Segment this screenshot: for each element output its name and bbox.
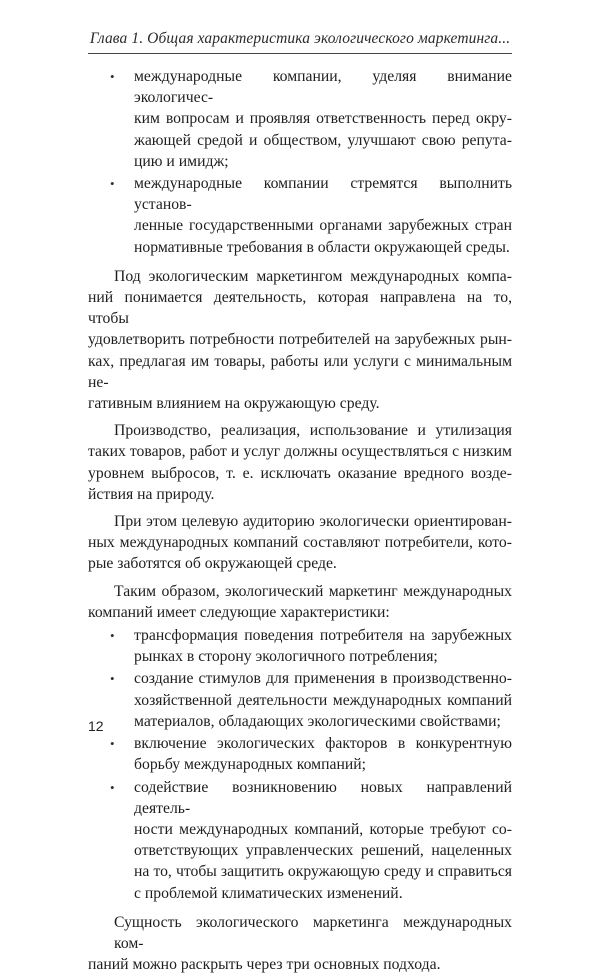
page-number: 12 [88,718,104,734]
text-line: ных международных компаний составляют потребители, кото- [88,534,512,552]
list-item [88,777,512,904]
text-line: Под экологическим маркетингом международных компа- [114,267,512,285]
text-line: создание стимулов для применения в производственно- [134,670,512,688]
text-line: международные компании, уделяя внимание экологичес- [134,68,512,107]
text-line: таких товаров, работ и услуг должны осуществляться с низким [88,443,512,461]
paragraph [88,912,512,975]
bullet-icon: • [110,736,115,752]
text-line: уровнем выбросов, т. е. исключать оказание вредного возде- [88,464,512,482]
bullet-list-consequences [88,66,512,258]
text-line: цию и имидж; [134,152,229,170]
list-item-text [134,173,512,258]
paragraph [88,420,512,505]
text-line: ким вопросам и проявляя ответственность перед окру- [134,110,512,128]
list-item [88,173,512,258]
list-item-text [134,625,512,667]
bullet-icon: • [110,671,115,687]
text-line: гативным влиянием на окружающую среду. [88,395,380,413]
closing-paragraph [88,906,512,975]
text-line: паний можно раскрыть через три основных подхода. [88,956,441,974]
text-line: трансформация поведения потребителя на зарубежных [134,627,512,645]
text-line: рые заботятся об окружающей среде. [88,555,337,573]
text-line: ответствующих управленческих решений, нацеленных [134,842,512,860]
text-line: нормативные требования в области окружающей среды. [134,238,510,256]
text-line: Таким образом, экологический маркетинг международных [114,582,512,600]
text-line: с проблемой климатических изменений. [134,884,403,902]
text-line: на то, чтобы защитить окружающую среду и справиться [134,863,512,881]
list-item-text [134,668,512,732]
text-line: борьбу международных компаний; [134,756,367,774]
text-line: международные компании стремятся выполнить установ- [134,175,512,214]
text-line: удовлетворить потребности потребителей на зарубежных рын- [88,331,512,349]
bullet-icon: • [110,176,115,192]
list-item [88,625,512,667]
text-line: ленные государственными органами зарубежных стран [134,217,512,235]
list-item-text [134,66,512,172]
paragraph [88,511,512,575]
text-line: Производство, реализация, использование и утилизация [114,422,512,440]
list-item [88,66,512,172]
list-item [88,668,512,732]
bullet-list-characteristics [88,625,512,904]
list-item-text [134,733,512,775]
bullet-icon: • [110,69,115,84]
text-line: йствия на природу. [88,485,215,503]
text-line: ний понимается деятельность, которая направлена на то, чтобы [88,289,512,328]
text-line: содействие возникновению новых направлений деятель- [134,778,512,817]
text-line: материалов, обладающих экологическими свойствами; [134,712,501,730]
text-line: жающей средой и обществом, улучшают свою репута- [134,131,512,149]
text-line: ности международных компаний, которые требуют со- [134,820,512,838]
running-head: Глава 1. Общая характеристика экологического маркетинга... [89,30,511,47]
list-item [88,733,512,775]
text-line: ках, предлагая им товары, работы или услуги с минимальным не- [88,352,512,391]
bullet-icon: • [110,779,115,795]
text-line: Сущность экологического маркетинга международных ком- [114,913,512,952]
page-body [88,64,512,975]
text-line: компаний имеет следующие характеристики: [88,603,390,621]
text-line: рынках в сторону экологичного потребления; [134,648,438,666]
text-line: включение экологических факторов в конкурентную [134,735,512,753]
body-paragraphs [88,260,512,623]
text-line: При этом целевую аудиторию экологически ориентирован- [114,513,512,531]
paragraph [88,266,512,414]
bullet-icon: • [110,628,115,644]
header-rule [88,53,512,54]
list-item-text [134,777,512,904]
paragraph [88,581,512,623]
text-line: хозяйственной деятельности международных компаний [134,691,512,709]
